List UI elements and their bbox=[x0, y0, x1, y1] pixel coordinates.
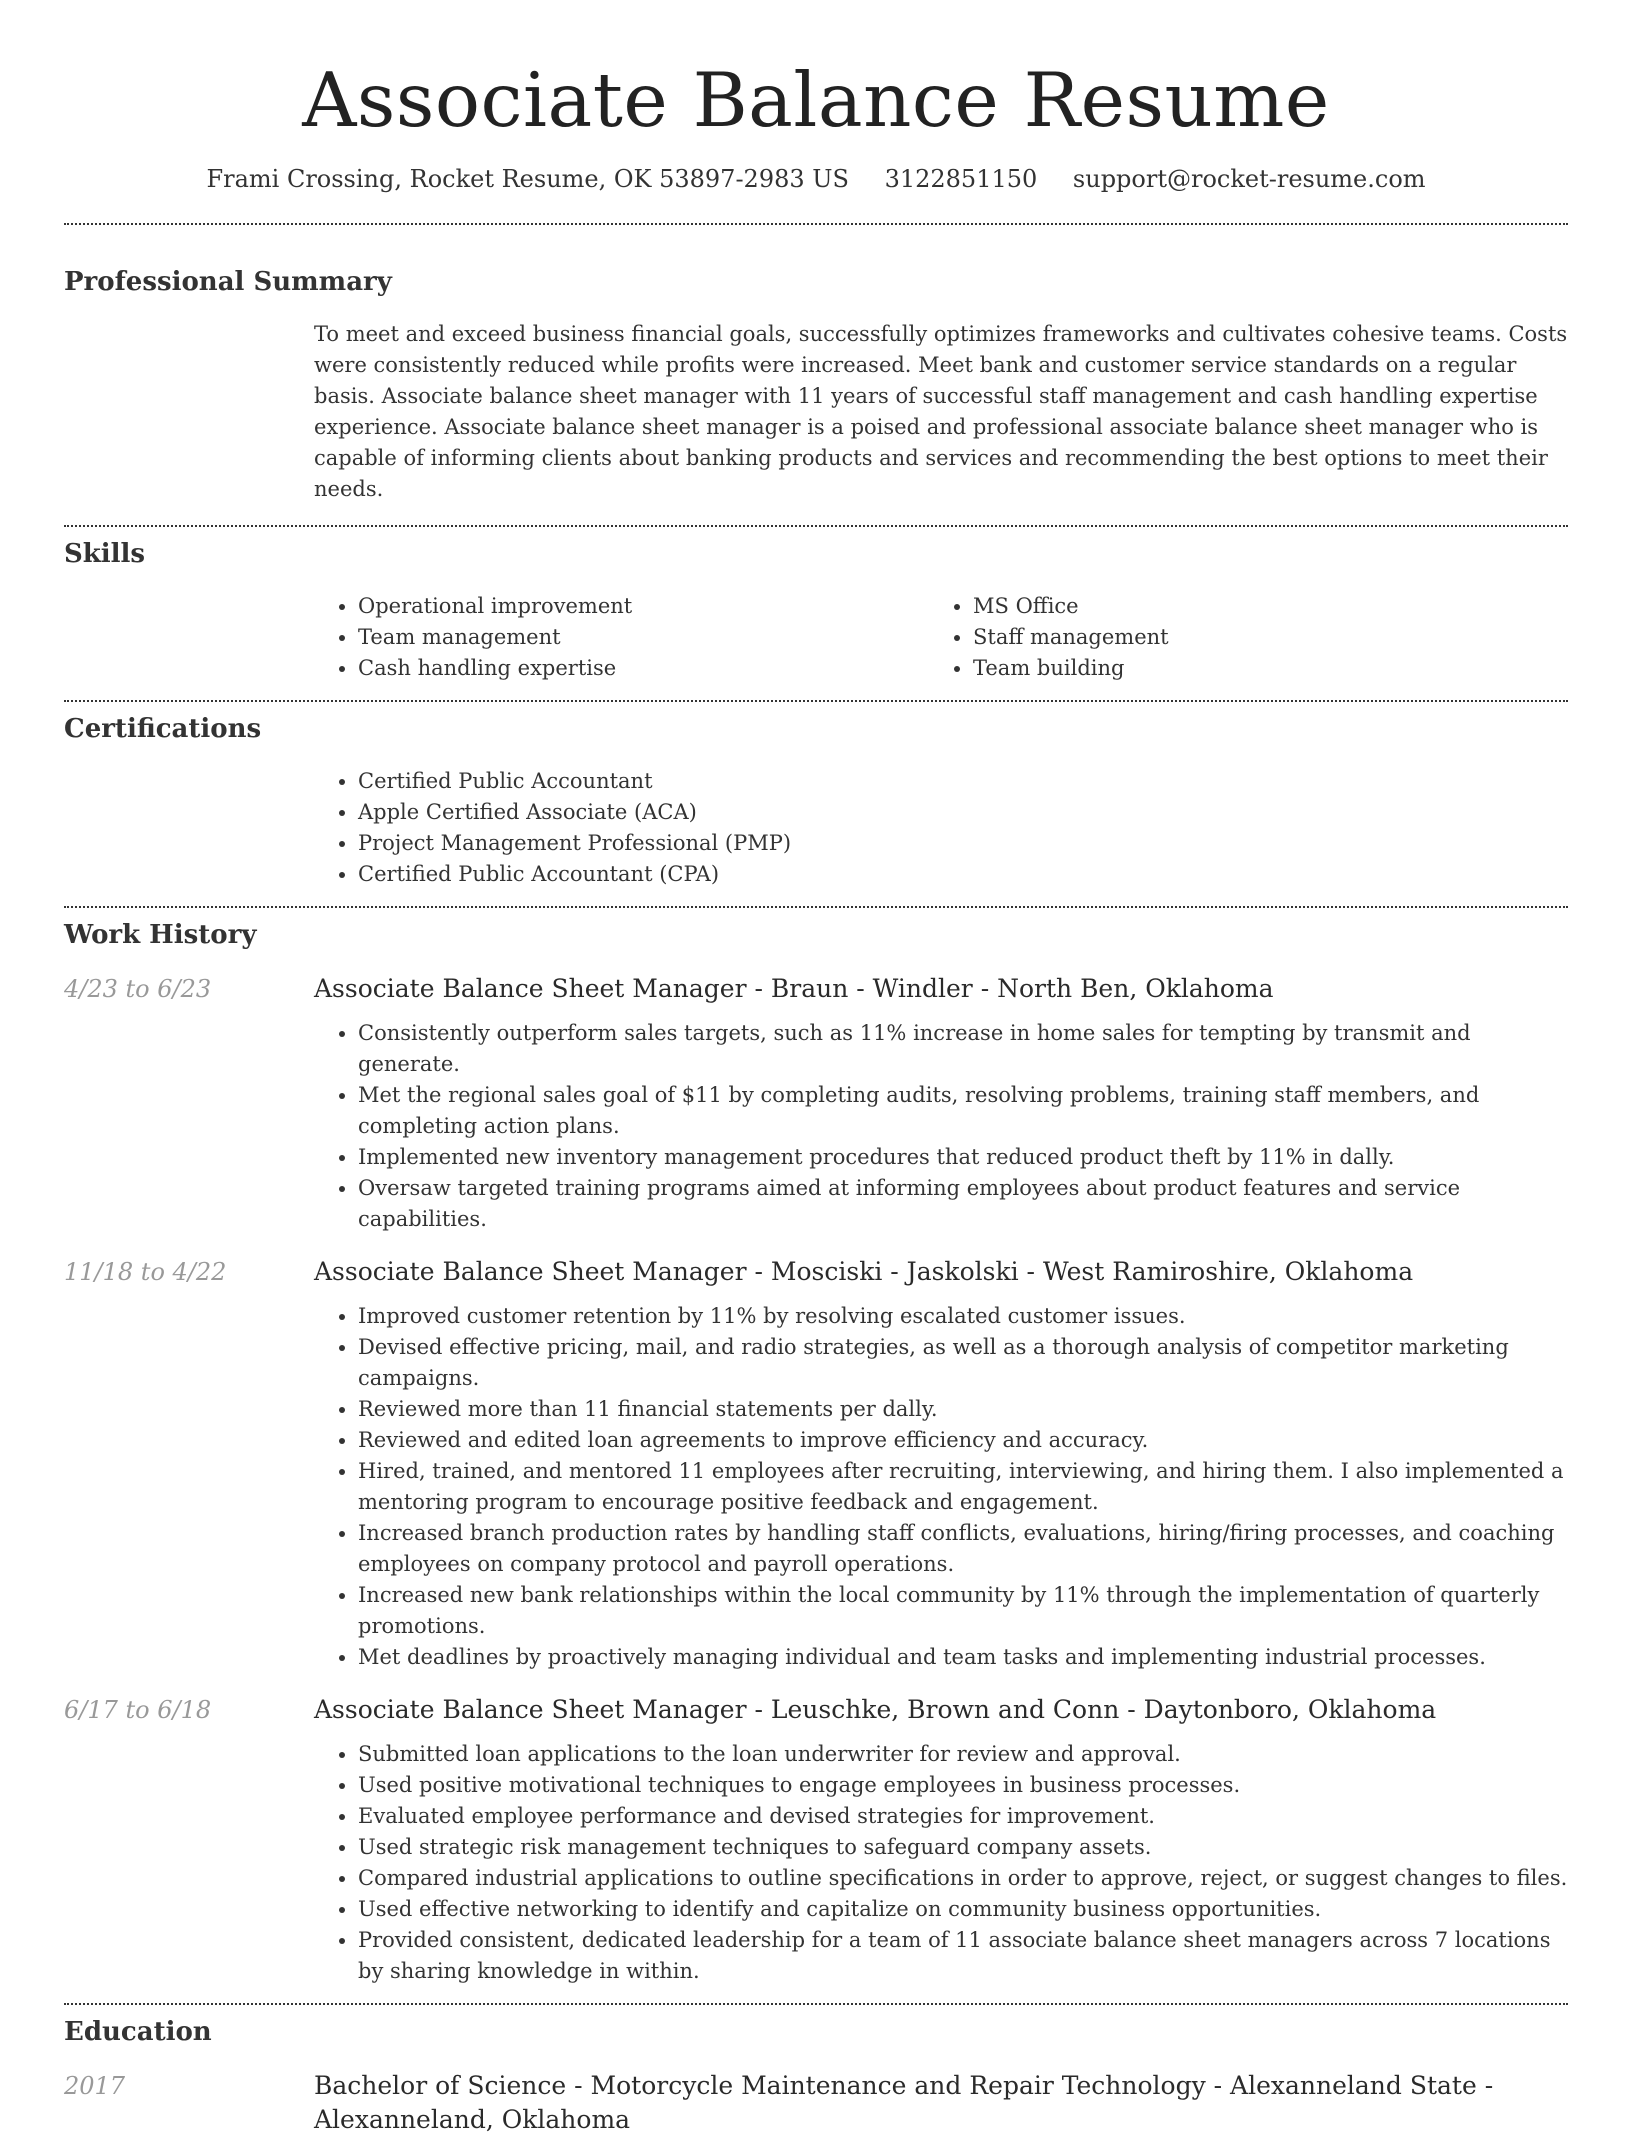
section-divider bbox=[64, 223, 1568, 225]
certification-item: • Certified Public Accountant (CPA) bbox=[358, 859, 1568, 890]
certification-item: • Project Management Professional (PMP) bbox=[358, 828, 1568, 859]
job-bullet: • Hired, trained, and mentored 11 employees after recruiting, interviewing, and hiring them. I also implemented a mentoring program to encourage positive feedback and engagement. bbox=[358, 1456, 1568, 1518]
skills-heading: Skills bbox=[64, 539, 146, 569]
summary-heading: Professional Summary bbox=[64, 267, 392, 297]
certification-item: • Certified Public Accountant bbox=[358, 766, 1568, 797]
job-bullet: • Increased branch production rates by handling staff conflicts, evaluations, hiring/firing processes, and coaching employees on company protocol and payroll operations. bbox=[358, 1518, 1568, 1580]
job-bullet: • Reviewed more than 11 financial statements per dally. bbox=[358, 1394, 1568, 1425]
section-divider bbox=[64, 525, 1568, 527]
job-title: Associate Balance Sheet Manager - Mosciski - Jaskolski - West Ramiroshire, Oklahoma bbox=[314, 1257, 1414, 1286]
skill-item: • Cash handling expertise bbox=[358, 653, 929, 684]
resume-page bbox=[64, 0, 1568, 2137]
job-bullet: • Submitted loan applications to the loan underwriter for review and approval. bbox=[358, 1739, 1568, 1770]
certification-item: • Apple Certified Associate (ACA) bbox=[358, 797, 1568, 828]
skills-section bbox=[64, 537, 1568, 684]
education-section bbox=[64, 2015, 1568, 2137]
certifications-list bbox=[314, 766, 1568, 890]
work-heading: Work History bbox=[64, 920, 257, 950]
skill-item: • Operational improvement bbox=[358, 591, 929, 622]
summary-text: To meet and exceed business financial goals, successfully optimizes frameworks and cultivates cohesive teams. Costs were consistently reduced while profits were increased. Meet bank and customer service standards on a regular basis. Associate balance sheet manager with 11 years of successful staff management and cash handling expertise experience. Associate balance sheet manager is a poised and professional associate balance sheet manager who is capable of informing clients about banking products and services and recommending the best options to meet their needs. bbox=[314, 322, 1568, 501]
skill-item: • Team management bbox=[358, 622, 929, 653]
section-divider bbox=[64, 2003, 1568, 2005]
resume-name: Associate Balance Resume bbox=[302, 56, 1330, 144]
certifications-heading: Certifications bbox=[64, 714, 262, 744]
skills-column-2 bbox=[929, 591, 1544, 684]
job-date: 11/18 to 4/22 bbox=[64, 1258, 227, 1286]
section-divider bbox=[64, 906, 1568, 908]
job-bullet: • Reviewed and edited loan agreements to improve efficiency and accuracy. bbox=[358, 1425, 1568, 1456]
resume-header bbox=[64, 0, 1568, 196]
section-divider bbox=[64, 700, 1568, 702]
education-title: Bachelor of Science - Motorcycle Maintenance and Repair Technology - Alexanneland State - Alexanneland, Oklahoma bbox=[314, 2071, 1494, 2134]
job-bullet: • Evaluated employee performance and devised strategies for improvement. bbox=[358, 1801, 1568, 1832]
job-bullet: • Used strategic risk management techniques to safeguard company assets. bbox=[358, 1832, 1568, 1863]
job-bullet: • Increased new bank relationships within the local community by 11% through the implementation of quarterly promotions. bbox=[358, 1580, 1568, 1642]
job-bullet: • Used positive motivational techniques to engage employees in business processes. bbox=[358, 1770, 1568, 1801]
contact-address: Frami Crossing, Rocket Resume, OK 53897-2983 US bbox=[206, 165, 849, 193]
job-bullet: • Met the regional sales goal of $11 by completing audits, resolving problems, training staff members, and completing action plans. bbox=[358, 1080, 1568, 1142]
job-title: Associate Balance Sheet Manager - Braun - Windler - North Ben, Oklahoma bbox=[314, 974, 1274, 1003]
contact-line bbox=[64, 162, 1568, 196]
job-bullet: • Oversaw targeted training programs aimed at informing employees about product features and service capabilities. bbox=[358, 1173, 1568, 1235]
job-title: Associate Balance Sheet Manager - Leuschke, Brown and Conn - Daytonboro, Oklahoma bbox=[314, 1695, 1437, 1724]
skills-columns bbox=[314, 591, 1568, 684]
job-bullet: • Used effective networking to identify and capitalize on community business opportunities. bbox=[358, 1894, 1568, 1925]
job-bullet: • Provided consistent, dedicated leadership for a team of 11 associate balance sheet managers across 7 locations by sharing knowledge in within. bbox=[358, 1925, 1568, 1987]
education-entry bbox=[64, 2069, 1568, 2137]
work-section bbox=[64, 918, 1568, 1987]
job-bullet: • Consistently outperform sales targets, such as 11% increase in home sales for tempting by transmit and generate. bbox=[358, 1018, 1568, 1080]
education-heading: Education bbox=[64, 2017, 212, 2047]
job-bullet: • Met deadlines by proactively managing individual and team tasks and implementing industrial processes. bbox=[358, 1642, 1568, 1673]
certifications-section bbox=[64, 712, 1568, 890]
contact-phone: 3122851150 bbox=[884, 165, 1038, 193]
job-entry bbox=[64, 1255, 1568, 1673]
skill-item: • Staff management bbox=[973, 622, 1544, 653]
job-bullet: • Devised effective pricing, mail, and radio strategies, as well as a thorough analysis of competitor marketing campaigns. bbox=[358, 1332, 1568, 1394]
job-bullet: • Implemented new inventory management procedures that reduced product theft by 11% in dally. bbox=[358, 1142, 1568, 1173]
job-bullet: • Improved customer retention by 11% by resolving escalated customer issues. bbox=[358, 1301, 1568, 1332]
job-entry bbox=[64, 972, 1568, 1235]
job-date: 4/23 to 6/23 bbox=[64, 975, 212, 1003]
education-date: 2017 bbox=[64, 2072, 126, 2100]
skill-item: • MS Office bbox=[973, 591, 1544, 622]
summary-section bbox=[64, 265, 1568, 505]
job-entry bbox=[64, 1693, 1568, 1987]
job-bullet: • Compared industrial applications to outline specifications in order to approve, reject, or suggest changes to files. bbox=[358, 1863, 1568, 1894]
skill-item: • Team building bbox=[973, 653, 1544, 684]
job-date: 6/17 to 6/18 bbox=[64, 1696, 212, 1724]
contact-email: support@rocket-resume.com bbox=[1072, 165, 1426, 193]
skills-column-1 bbox=[314, 591, 929, 684]
